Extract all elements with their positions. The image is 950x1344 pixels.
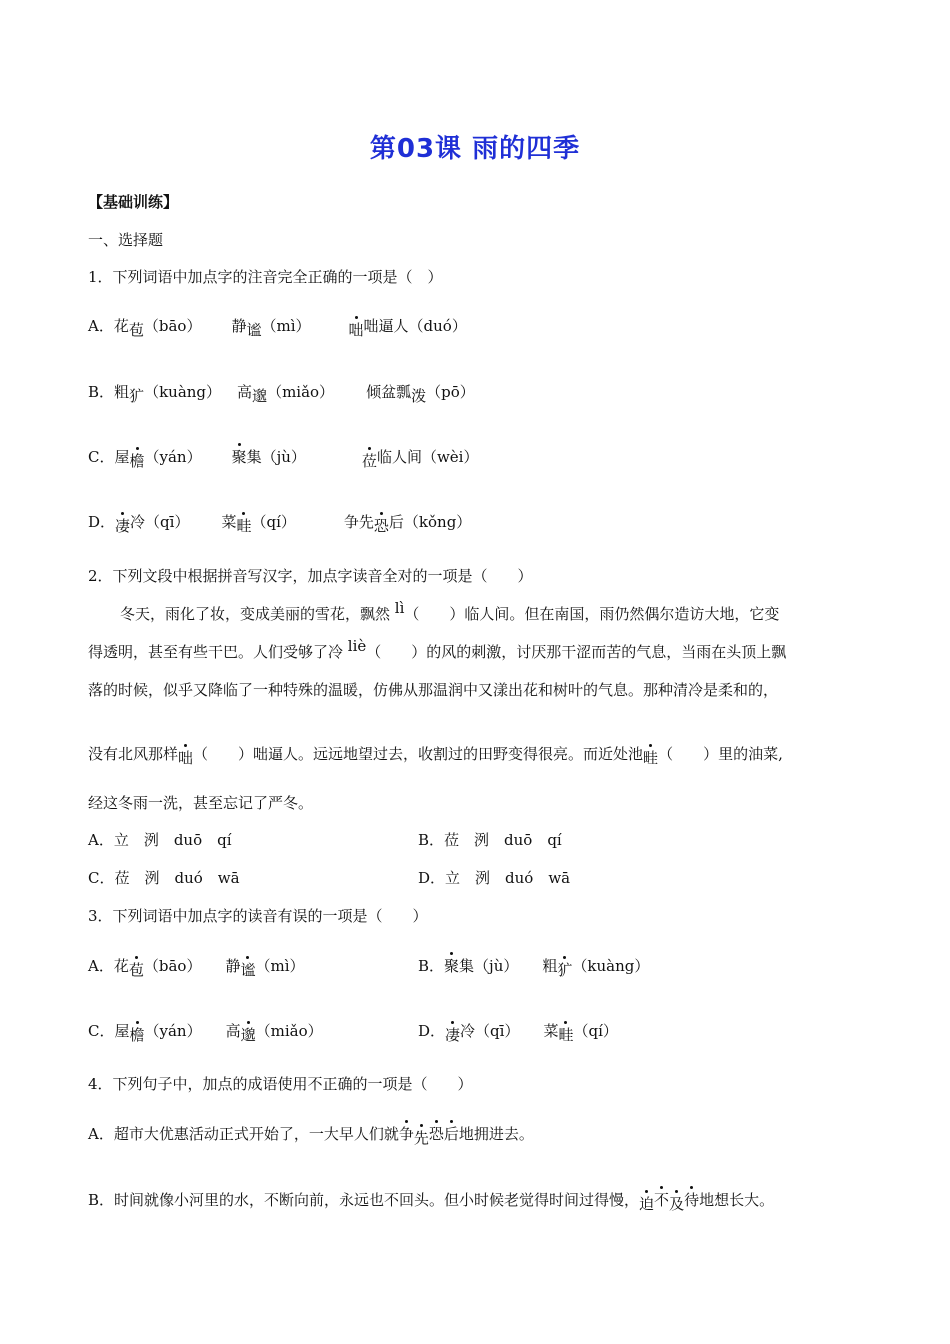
q4-stem: 4．下列句子中，加点的成语使用不正确的一项是（ ）: [88, 1075, 473, 1093]
q1-option-b[interactable]: B．粗犷（kuàng） 高邈（miǎo） 倾盆瓢泼（pō）: [88, 383, 475, 405]
q2-stem: 2．下列文段中根据拼音写汉字，加点字读音全对的一项是（ ）: [88, 567, 533, 585]
q1-option-d[interactable]: D．凄冷（qī） 菜畦（qí） 争先恐后（kǒng）: [88, 513, 472, 535]
q3-option-a[interactable]: A．花苞（bāo） 静谧（mì）: [88, 957, 305, 979]
q2-option-c[interactable]: C．莅 洌 duó wā: [88, 869, 240, 887]
q1-option-c[interactable]: C．屋檐（yán） 聚集（jù） 莅临人间（wèi）: [88, 448, 479, 470]
page-title: 第03课 雨的四季: [369, 134, 581, 164]
q2-passage-line-4: 没有北风那样咄（ ）咄逼人。远远地望过去，收割过的田野变得很亮。而近处池畦（ ）里的油菜,: [88, 745, 783, 767]
q2-option-a[interactable]: A．立 洌 duō qí: [88, 831, 232, 849]
section-label: 【基础训练】: [88, 193, 179, 211]
q1-stem: 1．下列词语中加点字的注音完全正确的一项是（ ）: [88, 268, 443, 286]
q3-option-b[interactable]: B．聚集（jù） 粗犷（kuàng）: [418, 957, 650, 979]
q2-passage-line-3: 落的时候，似乎又降临了一种特殊的温暖，仿佛从那温润中又漾出花和树叶的气息。那种清冷是柔和的，: [88, 681, 779, 699]
q2-passage-line-2: 得透明，甚至有些干巴。人们受够了冷 liè（ ）的风的刺激，讨厌那干涩而苦的气息，当雨在头顶上飘: [88, 637, 787, 661]
q3-stem: 3．下列词语中加点字的读音有误的一项是（ ）: [88, 907, 428, 925]
q2-option-b[interactable]: B．莅 洌 duō qí: [418, 831, 562, 849]
q1-option-a[interactable]: A．花苞（bāo） 静谧（mì） 咄咄逼人（duó）: [88, 317, 467, 339]
q4-option-b[interactable]: B．时间就像小河里的水，不断向前，永远也不回头。但小时候老觉得时间过得慢，迫不及待地想长大。: [88, 1191, 775, 1213]
q4-option-a[interactable]: A．超市大优惠活动正式开始了，一大早人们就争先恐后地拥进去。: [88, 1125, 534, 1147]
q2-passage-line-1: 冬天，雨化了妆，变成美丽的雪花，飘然 lì（ ）临人间。但在南国，雨仍然偶尔造访大地，它变: [120, 599, 780, 623]
q2-passage-line-5: 经这冬雨一洗，甚至忘记了严冬。: [88, 794, 314, 812]
q3-option-d[interactable]: D．凄冷（qī） 菜畦（qí）: [418, 1022, 618, 1044]
q2-option-d[interactable]: D．立 洌 duó wā: [418, 869, 571, 887]
q3-option-c[interactable]: C．屋檐（yán） 高邈（miǎo）: [88, 1022, 323, 1044]
part-label: 一、选择题: [88, 231, 164, 249]
